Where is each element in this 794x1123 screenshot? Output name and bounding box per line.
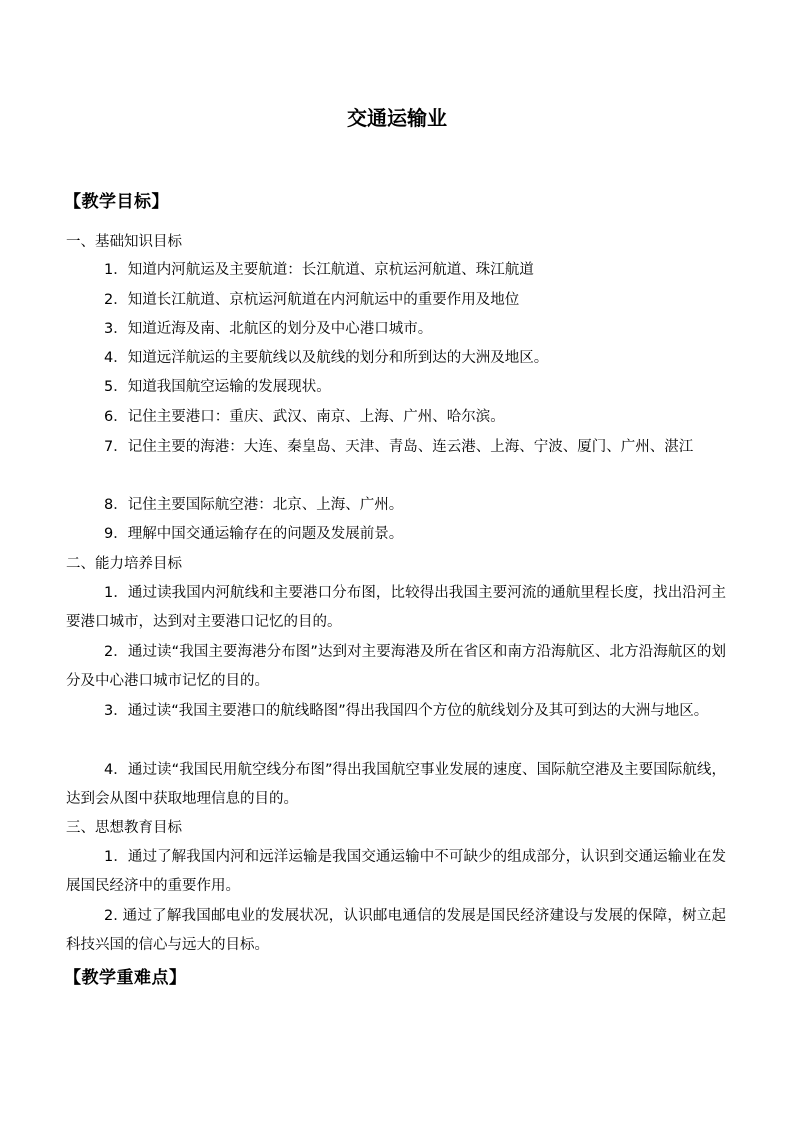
list-item: 8．记住主要国际航空港：北京、上海、广州。	[104, 497, 404, 513]
list-item: 2. 通过了解我国邮电业的发展状况，认识邮电通信的发展是国民经济建设与发展的保障，树立起科技兴国的信心与远大的目标。	[66, 908, 726, 953]
list-item: 6．记住主要港口：重庆、武汉、南京、上海、广州、哈尔滨。	[104, 409, 505, 425]
subheading-ideology: 三、思想教育目标	[66, 820, 182, 836]
list-item: 4．知道远洋航运的主要航线以及航线的划分和所到达的大洲及地区。	[104, 350, 549, 366]
list-item: 1．知道内河航运及主要航道：长江航道、京杭运河航道、珠江航道	[104, 262, 534, 278]
list-item: 3．通过读“我国主要港口的航线略图”得出我国四个方位的航线划分及其可到达的大洲与地区。	[104, 703, 709, 719]
list-item: 7．记住主要的海港：大连、秦皇岛、天津、青岛、连云港、上海、宁波、厦门、广州、湛江	[104, 439, 694, 455]
list-item: 5．知道我国航空运输的发展现状。	[104, 379, 331, 395]
list-item: 9．理解中国交通运输存在的问题及发展前景。	[104, 526, 404, 542]
list-item: 3．知道近海及南、北航区的划分及中心港口城市。	[104, 321, 433, 337]
list-item: 1．通过了解我国内河和远洋运输是我国交通运输中不可缺少的组成部分，认识到交通运输业在发展国民经济中的重要作用。	[66, 849, 726, 894]
list-item: 1．通过读我国内河航线和主要港口分布图，比较得出我国主要河流的通航里程长度，找出沿河主要港口城市，达到对主要港口记忆的目的。	[66, 585, 726, 630]
document-title: 交通运输业	[347, 106, 447, 130]
subheading-basic-knowledge: 一、基础知识目标	[66, 234, 182, 250]
list-item: 2．知道长江航道、京杭运河航道在内河航运中的重要作用及地位	[104, 292, 520, 308]
list-item: 2．通过读“我国主要海港分布图”达到对主要海港及所在省区和南方沿海航区、北方沿海航区的划分及中心港口城市记忆的目的。	[66, 644, 726, 689]
list-item: 4．通过读“我国民用航空线分布图”得出我国航空事业发展的速度、国际航空港及主要国际航线，达到会从图中获取地理信息的目的。	[66, 762, 726, 807]
section-heading-key-points: 【教学重难点】	[64, 968, 187, 988]
subheading-ability: 二、能力培养目标	[66, 556, 182, 572]
section-heading-objectives: 【教学目标】	[64, 192, 169, 212]
